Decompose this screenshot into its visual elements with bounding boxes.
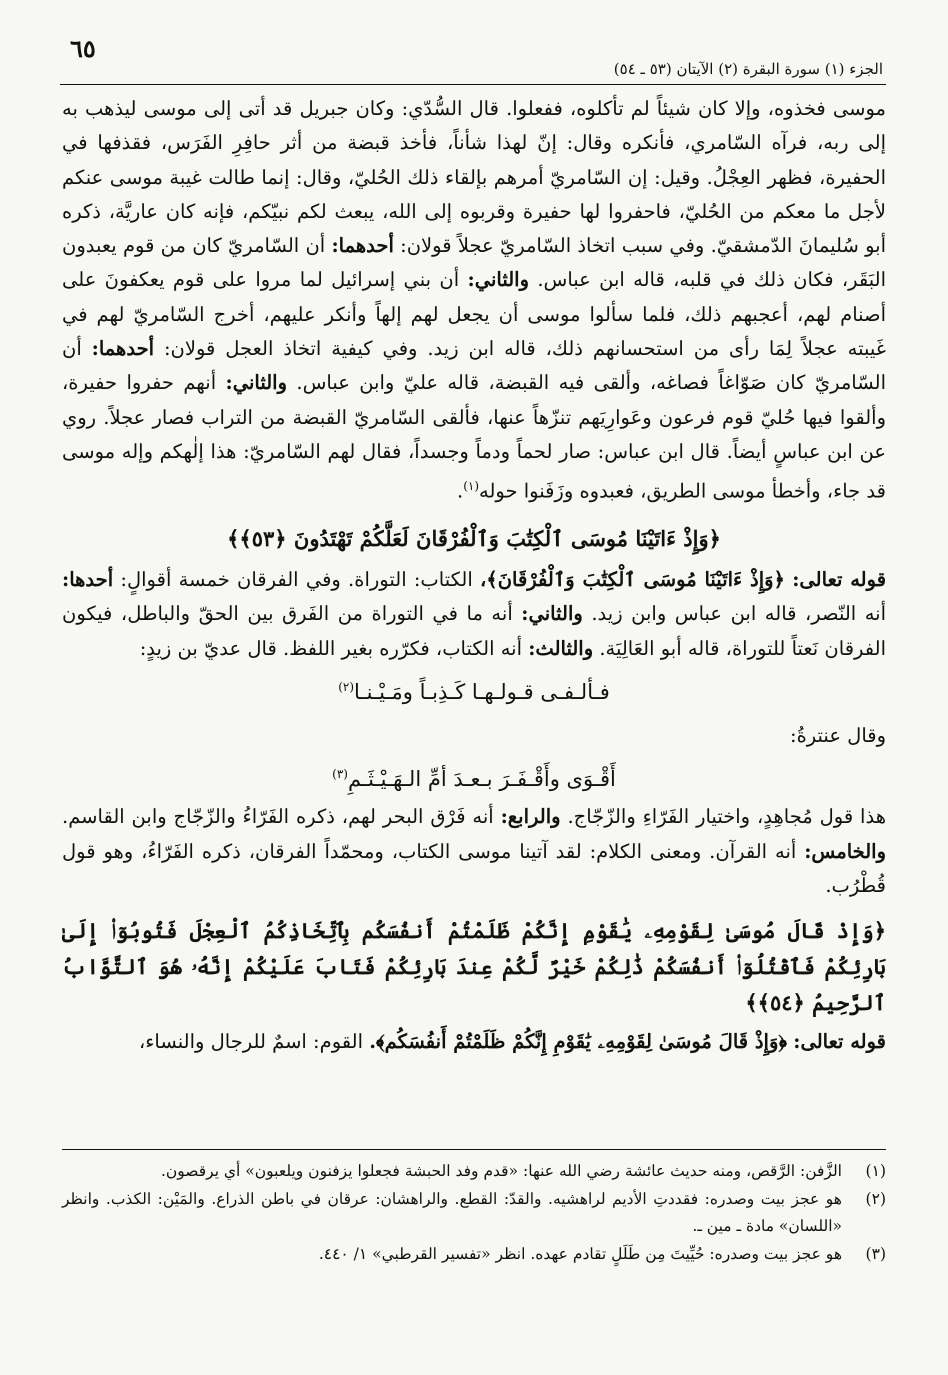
main-text (62, 92, 886, 1059)
footnote-number: (٢) (865, 1189, 886, 1208)
footnote-item (62, 1158, 886, 1186)
footnote-rule (62, 1149, 886, 1150)
tafsir-54: قوله تعالى: ﴿وَإِذْ قَالَ مُوسَىٰ لِقَوْمِهِۦ يَٰقَوْمِ إِنَّكُمْ ظَلَمْتُمْ أَنفُسَكُم﴾. القوم: اسمٌ للرجال والنساء، (138, 1030, 886, 1054)
poem-label: وقال عنترةُ: (790, 723, 886, 747)
footnote-item (62, 1241, 886, 1269)
footnote-text: الزَّفن: الرَّقص، ومنه حديث عائشة رضي الله عنها: «قدم وفد الحبشة فجعلوا يزفنون ويلعبون» أي يرقصون. (160, 1162, 842, 1180)
paragraph: موسى فخذوه، وإلا كان شيئاً لم تأكلوه، ففعلوا. قال السُّدّي: وكان جبريل قد أتى إلى موسى ليذهب به إلى ربه، فرآه السّامري، فأنكره وقال: إنّ لهذا شأناً، فأخذ قبضة من أثر حافِرِ الفَرَس، فقذفها في الحفيرة، فظهر العِجْلُ. وقيل: إن السّامريّ أمرهم بإلقاء ذلك الحُليّ، وقال: إنما طالت غيبة موسى عنكم لأجل ما معكم من الحُليّ، فاحفروا لها حفيرة وقربوه إلى الله، يبعث لكم نبيّكم، فإنه كان عاريَّة، ذكره أبو سُليمانَ الدّمشقيّ. وفي سبب اتخاذ السّامريّ عجلاً قولان: أحدهما: أن السّامريّ كان من قوم يعبدون البَقَر، فكان ذلك في قلبه، قاله ابن عباس. والثاني: أن بني إسرائيل لما مروا على قوم يعكفونَ على أصنام لهم، أعجبهم ذلك، فلما سألوا موسى أن يجعل لهم إلهاً وأنكر عليهم، أخرج السّامريّ لهم في غَيبته عجلاً لِمَا رأى من استحسانهم ذلك، قاله ابن زيد. وفي كيفية اتخاذ العجل قولان: أحدهما: أن السّامريّ كان صَوّاغاً فصاغه، وألقى فيه القبضة، قاله عليّ وابن عباس. والثاني: أنهم حفروا حفيرة، وألقوا فيها حُليّ قوم فرعون وعَوارِيَهم تنزّهاً عنها، فألقى السّامريّ القبضة من التراب فصار عجلاً. روي عن ابن عباسٍ أيضاً. قال ابن عباس: صار لحماً ودماً وجسداً، فقال لهم السّامريّ: هذا إلٰهكم وإله موسى قد جاء، وأخطأ موسى الطريق، فعبدوه وزَفَنوا حوله$^{(١)}$. (62, 97, 887, 503)
footnote-text: هو عجز بيت وصدره: حُيِّيتَ مِن طَلَلٍ تقادم عهده. انظر «تفسير القرطبي» ١/ ٤٤٠. (318, 1244, 842, 1263)
footnote-text: هو عجز بيت وصدره: فقددتِ الأديم لراهشيه. والقدّ: القطع. والراهشان: عرقان في باطن الذراع. والمَيْن: الكذب. وانظر «اللسان» مادة ـ مين ـ. (62, 1189, 842, 1235)
header-rule (60, 84, 886, 85)
footnotes (62, 1158, 886, 1268)
tafsir-53: قوله تعالى: ﴿وَإِذْ ءَاتَيْنَا مُوسَى ٱلْكِتَٰبَ وَٱلْفُرْقَانَ﴾، الكتاب: التوراة. وفي الفرقان خمسة أقوالٍ: أحدها: أنه النّصر، قاله ابن عباس وابن زيد. والثاني: أنه ما في التوراة من الفَرق بين الحقّ والباطل، فيكون الفرقان نَعتاً للتوراة، قاله أبو العَالِيَة. والثالث: أنه الكتاب، فكرّره بغير اللفظ. قال عديّ بن زيدٍ: (62, 568, 887, 660)
label-first: أحدهما: (331, 234, 394, 258)
page-number: ٦٥ (70, 34, 96, 63)
poem-line: فـألـفـى قـولـهـا كَـذِبـاً ومَـيْـنـا$^{(٢)}$ (338, 679, 610, 704)
footnote-number: (١) (865, 1162, 886, 1180)
poem-line: أَقْـوَى وأَقْـفَـرَ بـعـدَ أمِّ الـهَـيْـثَـمِ$^{(٣)}$ (332, 767, 616, 792)
quran-verse-53: ﴿وَإِذْ ءَاتَيْنَا مُوسَى ٱلْكِتَٰبَ وَٱلْفُرْقَانَ لَعَلَّكُمْ تَهْتَدُونَ ﴿٥٣﴾﴾ (227, 526, 721, 552)
footnote-ref[interactable]: (٢) (338, 679, 355, 694)
quran-verse-54: ﴿وَإِذْ قَالَ مُوسَىٰ لِقَوْمِهِۦ يَٰقَوْمِ إِنَّكُمْ ظَلَمْتُمْ أَنفُسَكُم بِٱتِّخَاذِكُمُ ٱلْعِجْلَ فَتُوبُوٓا۟ إِلَىٰ بَارِئِكُمْ فَٱقْتُلُوٓا۟ أَنفُسَكُمْ ذَٰلِكُمْ خَيْرٌ لَّكُمْ عِندَ بَارِئِكُمْ فَتَابَ عَلَيْكُمْ إِنَّهُۥ هُوَ ٱلتَّوَّابُ ٱلرَّحِيمُ ﴿٥٤﴾﴾ (62, 918, 886, 1016)
footnote-ref[interactable]: (١) (463, 479, 480, 494)
footnote-number: (٣) (865, 1244, 886, 1263)
label-second: والثاني: (467, 268, 529, 292)
tafsir-53-continued: هذا قول مُجاهِدٍ، واختيار الفَرّاءِ والزّجّاج. والرابع: أنه فَرْق البحر لهم، ذكره الفَرّاءُ والزّجّاج وابن القاسم. والخامس: أنه القرآن. ومعنى الكلام: لقد آتينا موسى الكتاب، ومحمّداً الفرقان، ذكره الفَرّاءُ، وهو قول قُطْرُب. (62, 805, 886, 897)
label-first: أحدهما: (91, 337, 155, 361)
running-header: الجزء (١) سورة البقرة (٢) الآيتان (٥٣ ـ ٥٤) (613, 60, 883, 78)
footnote-ref[interactable]: (٣) (332, 767, 348, 782)
footnote-item (62, 1186, 886, 1241)
label-second: والثاني: (225, 371, 287, 395)
